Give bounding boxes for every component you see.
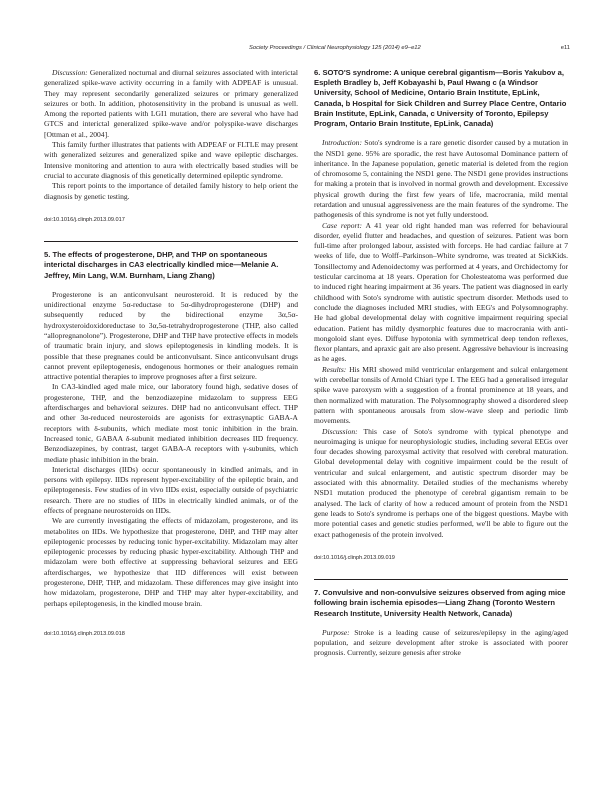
discussion-text: This case of Soto's syndrome with typical phenotype and neuroimaging is unique for neurophysiologic studies, including several EEGs over four decades showing paroxysmal activity that resolved with cerebral maturation. Global developmental delay with cognitive impairment could be the result of ventricular and sulcal enlargement, and autistic spectrum disorder may be associated with this abnormality. Detailed studies of the mechanisms whereby NSD1 mutation produced the phenotype of cerebral gigantism remain to be analysed. The lack of clarity of how a reduced amount of protein from the NSD1 gene leads to Soto's syndrome is perhaps one of the biggest questions. Maybe with more potential cases and genetic studies performed, we'll be able to figure out the exact pathogenesis of the protein involved. bbox=[314, 426, 568, 539]
section-divider bbox=[314, 579, 568, 580]
discussion-paragraph-3: This report points to the importance of detailed family history to help orient the diagnosis by genetic testing. bbox=[44, 181, 298, 201]
section-title: 7. Convulsive and non-convulsive seizures observed from aging mice following brain ischemia episodes—Liang Zhang (Toronto Western Research Institute, University Health Network, Canada) bbox=[314, 588, 566, 618]
purpose-paragraph bbox=[314, 628, 568, 659]
body-paragraph: In CA3-kindled aged male mice, our laboratory found high, sedative doses of progesterone, THP, and the benzodiazepine midazolam to suppress EEG afterdischarges and behavioral seizures. DHP had no anticonvulsant effect. THP and other 3α-reduced neurosteroids are agonists for extrasynaptic GABA-A receptors with δ-subunits, which mediate most tonic inhibition in the brain. Increased tonic, GABAA δ-subunit mediated inhibition decreases IID frequency. Benzodiazepines, by contrast, target GABA-A receptors with γ-subunits, which mediate phasic inhibition in the brain. bbox=[44, 382, 298, 464]
case-report-paragraph bbox=[314, 221, 568, 365]
results-text: His MRI showed mild ventricular enlargement and sulcal enlargement with cerebellar tonsils of Arnold Chiari type I. The EEG had a generalised irregular spike wave paroxysm with a suggestion of a frontal prominence at 18 years, and then normalized with maturation. The Polysomnography showed a disordered sleep pattern with spontaneous arousals from slow-wave sleep and periodic limb movements. bbox=[314, 364, 569, 426]
discussion-label: Discussion: bbox=[322, 426, 358, 436]
doi-link[interactable]: doi:10.1016/j.clinph.2013.09.017 bbox=[44, 216, 125, 223]
discussion-paragraph bbox=[44, 68, 298, 140]
right-column bbox=[314, 68, 568, 659]
introduction-text: Soto's syndrome is a rare genetic disorder caused by a mutation in the NSD1 gene. 95% are sporadic, the rest have Autosomal Dominance pattern of inheritance. In the Japanese population, genetic material is deleted from the region of chromosome 5, containing the NSD1 gene. The NSD1 gene provides instructions for making a protein that is involved in normal growth and development. Excessive physical growth during the first few years of life, macrocrania, mild mental retardation and unusual aggressiveness are the main features of the syndrome. The pathogenesis of this syndrome is not yet fully understood. bbox=[314, 138, 568, 220]
section-title: 6. SOTO'S syndrome: A unique cerebral gigantism—Boris Yakubov a, Espleth Bradley b, Jeff Kobayashi b, Paul Hwang c (a Windsor University, School of Medicine, Ontario Brain Institute, EpLink, Canada, b Hospital for Sick Children and Surrey Place Centre, Ontario Brain Institute, EpLink, Canada, c University of Toronto, Epilepsy Program, Ontario Brain Institute, EpLink, Canada) bbox=[314, 68, 567, 129]
introduction-label: Introduction: bbox=[322, 138, 362, 148]
discussion-paragraph-2: This family further illustrates that patients with ADPEAF or FLTLE may present with generalized seizures and generalized spike and wave epileptic discharges. Intensive monitoring and attention to aura with electrically based studies will be crucial to accurate diagnosis of this genetically determined epileptic syndrome. bbox=[44, 140, 298, 180]
discussion-text: Generalized nocturnal and diurnal seizures associated with interictal generalized spike-wave activity occurring in a family with ADPEAF is unusual. They may represent secondarily generalized seizures or primary generalized seizures or both. In addition, photosensitivity in the proband is unusual as well. Among the reported patients with LGI1 mutation, there are several who have had GTCS and interictal generalized spike-wave and/or polyspike-wave discharges [Ottman et al., 2004]. bbox=[44, 68, 298, 139]
journal-citation: Society Proceedings / Clinical Neurophysiology 125 (2014) e9–e12 bbox=[249, 45, 421, 51]
doi-link[interactable]: doi:10.1016/j.clinph.2013.09.018 bbox=[44, 630, 125, 637]
case-report-label: Case report: bbox=[322, 220, 363, 230]
case-report-text: A 41 year old right handed man was referred for behavioural disorder, eyelid flutter and headaches, and question of seizures. Patient was born full-time after prolonged labour, assisted with forceps. He had cardiac failure at 7 weeks of life, due to Wolff–Parkinson–White syndrome, was treated at SickKids. Tonsillectomy and Adenoidectomy was performed at 4 years, and Orchidectomy for testicular carcinoma at 18 years. Operation for Cholesteatoma was performed due to induced right hearing impairment at 36 years. The patient was diagnosed in early childhood with Soto's syndrome with autistic spectrum disorder. Methods used to conclude the diagnoses included MRI studies, with EEG's and Polysomnography. He had global developmental delay with cognitive impairment requiring special education. Patient has mildly dysmorphic features due to macrocrania with anti-mongoloid slant eyes. Diffuse hypotonia with symmetrical deep tendon reflexes, flexor plantars, and apraxic gait are also present. Aggressive behaviour is increasing as he ages. bbox=[314, 220, 568, 364]
body-paragraph: Progesterone is an anticonvulsant neurosteroid. It is reduced by the unidirectional enzyme 5α-reductase to 5α-dihydroprogesterone (DHP) and subsequently reduced by the bidirectional enzyme 3α,5α- hydroxysteroidoxidoreductase to 3α,5α-tetrahydroprogesterone (THP, also called “allopregnanolone”). Progesterone, DHP and THP have protective effects in models of traumatic brain injury, and slows epileptogenesis in kindling models. It is possible that these pregnanes could be anticonvulsant. Since anticonvulsant drugs cannot prevent epileptogenesis, endogenous hormones or their analogues remain attractive potential therapies to improve prognoses after a first seizure. bbox=[44, 289, 298, 382]
discussion-label: Discussion: bbox=[52, 68, 88, 77]
introduction-paragraph bbox=[314, 138, 568, 220]
results-label: Results: bbox=[322, 364, 347, 374]
section-divider bbox=[44, 241, 298, 242]
page-number: e11 bbox=[560, 45, 570, 51]
doi-link[interactable]: doi:10.1016/j.clinph.2013.09.019 bbox=[314, 554, 395, 561]
purpose-label: Purpose: bbox=[322, 627, 350, 637]
purpose-text: Stroke is a leading cause of seizures/epilepsy in the aging/aged population, and seizure development after stroke is associated with poorer prognosis. Currently, seizure genesis after stroke bbox=[314, 627, 568, 658]
left-column bbox=[44, 68, 298, 639]
results-paragraph bbox=[314, 365, 568, 427]
discussion-paragraph bbox=[314, 427, 568, 540]
body-paragraph: We are currently investigating the effects of midazolam, progesterone, and its metabolites on IIDs. We hypothesize that progesterone, DHP, and THP may alter epileptogenic processes by reducing tonic hyper-excitability. Midazolam may alter epileptogenic processes by reducing phasic hyper-excitability. Although THP and midazolam were both effective at suppressing behavioral seizures and EEG afterdischarges, we hypothesize that IID differences will exist between progesterone, DHP, THP, and midazolam. These differences may give insight into how midazolam, progesterone, DHP and THP may alter hyper-excitability, and perhaps epileptogenesis, in the kindled mouse brain. bbox=[44, 516, 298, 608]
section-title: 5. The effects of progesterone, DHP, and THP on spontaneous interictal discharges in CA3 electrically kindled mice—Melanie A. Jeffrey, Min Lang, W.M. Burnham, Liang Zhang) bbox=[44, 250, 279, 280]
body-paragraph: Interictal discharges (IIDs) occur spontaneously in kindled animals, and in persons with epilepsy. IIDs represent hyper-excitability of the epileptic brain, and epileptogenesis. Few studies of in vivo IIDs exist, especially outside of psychiatric research. There are no studies of IIDs in electrically kindled animals, or of the effects of pregnane neurosteroids on IIDs. bbox=[44, 464, 298, 515]
